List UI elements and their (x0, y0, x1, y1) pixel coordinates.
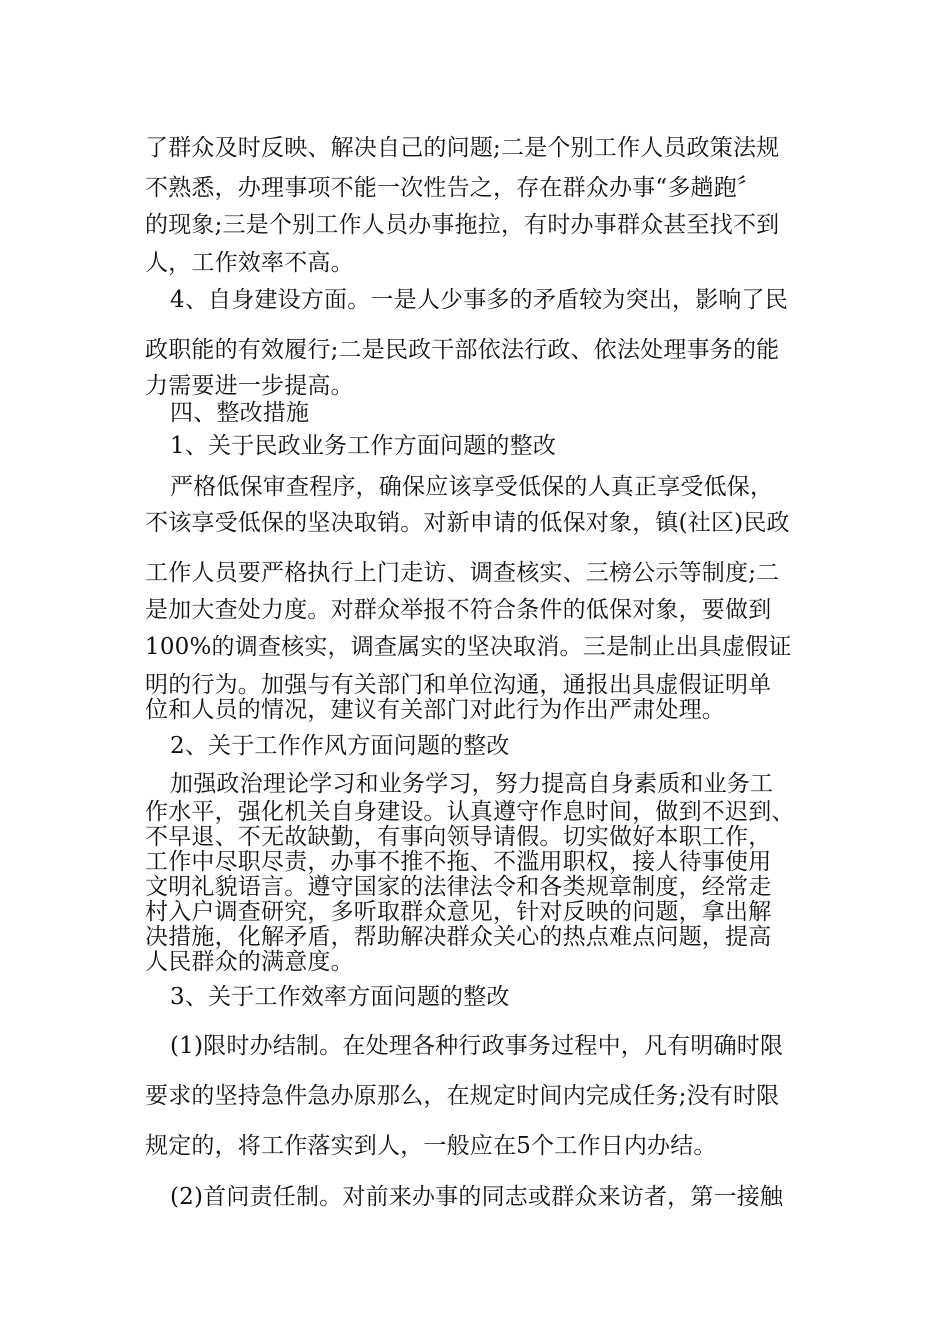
subsection-heading: 3、关于工作效率方面问题的整改 (170, 984, 510, 1010)
paragraph-line: 不早退、不无故缺勤，有事向领导请假。切实做好本职工作， (145, 824, 772, 850)
paragraph-line: 严格低保审查程序，确保应该享受低保的人真正享受低保， (170, 474, 774, 500)
paragraph-line: 工作中尽职尽责，办事不推不拖、不滥用职权，接人待事使用 (145, 849, 772, 875)
paragraph-line: 决措施，化解矛盾，帮助解决群众关心的热点难点问题，提高 (145, 924, 772, 950)
paragraph-line: 100%的调查核实，调查属实的坚决取消。三是制止出具虚假证 (145, 634, 792, 660)
paragraph-line: 政职能的有效履行;二是民政干部依法行政、依法处理事务的能 (145, 337, 780, 363)
paragraph-line: 村入户调查研究，多听取群众意见，针对反映的问题，拿出解 (145, 899, 772, 925)
paragraph-line: 不该享受低保的坚决取销。对新申请的低保对象，镇(社区)民政 (145, 510, 790, 536)
paragraph-line: 文明礼貌语言。遵守国家的法律法令和各类规章制度，经常走 (145, 874, 772, 900)
subsection-heading: 2、关于工作作风方面问题的整改 (170, 733, 510, 759)
paragraph-line: 明的行为。加强与有关部门和单位沟通，通报出具虚假证明单 (145, 672, 772, 698)
paragraph-line: 工作人员要严格执行上门走访、调查核实、三榜公示等制度;二 (145, 560, 780, 586)
paragraph-line: 人民群众的满意度。 (145, 949, 354, 975)
paragraph-line: 力需要进一步提高。 (145, 373, 354, 399)
paragraph-line: 是加大查处力度。对群众举报不符合条件的低保对象，要做到 (145, 597, 772, 623)
paragraph-line: 的现象;三是个别工作人员办事拖拉，有时办事群众甚至找不到 (145, 212, 780, 238)
paragraph-line: 人，工作效率不高。 (145, 250, 354, 276)
paragraph-line: (2)首问责任制。对前来办事的同志或群众来访者，第一接触 (170, 1184, 784, 1210)
paragraph-line: 要求的坚持急件急办原那么，在规定时间内完成任务;没有时限 (145, 1083, 780, 1109)
section-heading: 四、整改措施 (170, 400, 310, 426)
paragraph-line: (1)限时办结制。在处理各种行政事务过程中，凡有明确时限 (170, 1033, 784, 1059)
subsection-heading: 1、关于民政业务工作方面问题的整改 (170, 433, 557, 459)
paragraph-line: 位和人员的情况，建议有关部门对此行为作出严肃处理。 (145, 697, 725, 723)
paragraph-line: 了群众及时反映、解决自己的问题;二是个别工作人员政策法规 (145, 135, 780, 161)
paragraph-line: 不熟悉，办理事项不能一次性告之，存在群众办事“多趟跑〞 (145, 175, 761, 201)
paragraph-line: 加强政治理论学习和业务学习，努力提高自身素质和业务工 (170, 771, 774, 797)
paragraph-line: 作水平，强化机关自身建设。认真遵守作息时间，做到不迟到、 (145, 799, 795, 825)
paragraph-line: 规定的，将工作落实到人，一般应在5个工作日内办结。 (145, 1133, 717, 1159)
paragraph-line: 4、自身建设方面。一是人少事多的矛盾较为突出，影响了民 (170, 287, 789, 313)
